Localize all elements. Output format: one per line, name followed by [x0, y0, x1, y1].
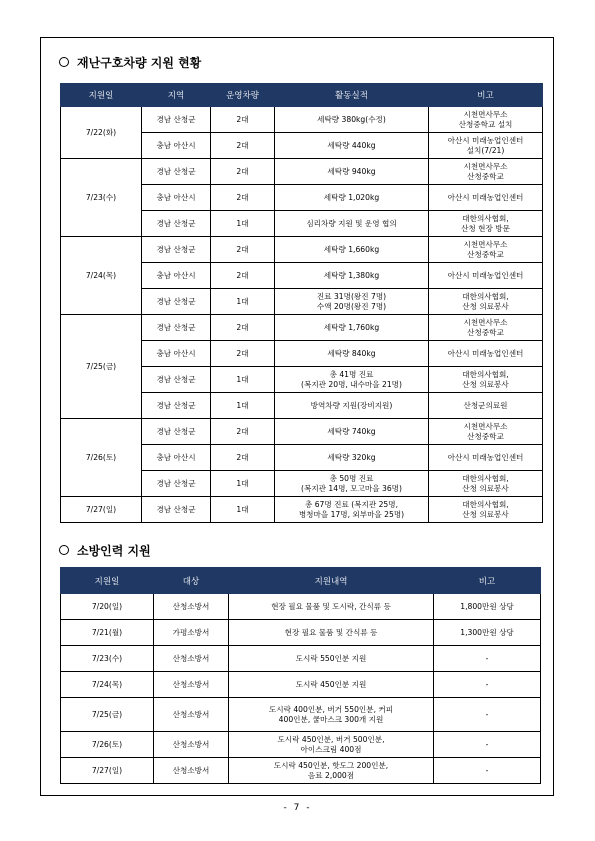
- table-row: [61, 646, 541, 672]
- activity-cell-line: 병청마을 17명, 외부마을 25명): [298, 509, 405, 519]
- date-cell: 7/24(목): [61, 237, 142, 315]
- note-cell-line: 산청중학교: [467, 327, 504, 337]
- note-cell-line: 아산시 미래농업인센터: [447, 135, 524, 145]
- activity-cell: [275, 419, 429, 445]
- note-cell-line: 아산시 미래농업인센터: [447, 192, 524, 202]
- note-cell: [429, 211, 543, 237]
- col-header: 활동실적: [275, 84, 429, 107]
- note-cell: [429, 471, 543, 497]
- region-cell: 경남 산청군: [142, 237, 211, 263]
- region-cell: 경남 산청군: [142, 289, 211, 315]
- col-header: 비고: [429, 84, 543, 107]
- col-header: 지원내역: [229, 568, 434, 594]
- details-cell-line: 현장 필요 물품 및 도시락, 간식류 등: [271, 601, 391, 611]
- details-cell: [229, 732, 434, 758]
- activity-cell-line: 세탁량 380kg(수정): [317, 114, 386, 124]
- target-cell: 산청소방서: [154, 646, 229, 672]
- activity-cell-line: 세탁량 440kg: [327, 140, 376, 150]
- note-cell: [429, 237, 543, 263]
- activity-cell-line: 방역차량 지원(장비지원): [310, 400, 393, 410]
- table-row: [61, 732, 541, 758]
- note-cell: -: [434, 646, 541, 672]
- note-cell: [429, 263, 543, 289]
- note-cell-line: 아산시 미래농업인센터: [447, 270, 524, 280]
- firefighter-support-table: [60, 567, 541, 784]
- region-cell: 경남 산청군: [142, 393, 211, 419]
- details-cell-line: 음료 2,000점: [307, 770, 355, 780]
- table-header-row: [61, 84, 543, 107]
- date-cell: 7/24(목): [61, 672, 154, 698]
- activity-cell-line: 총 41명 진료: [329, 369, 374, 379]
- details-cell: [229, 672, 434, 698]
- region-cell: 충남 아산시: [142, 133, 211, 159]
- date-cell: 7/22(화): [61, 107, 142, 159]
- col-header: 지원일: [61, 568, 154, 594]
- note-cell-line: 대한의사협회,: [462, 213, 509, 223]
- details-cell: [229, 698, 434, 732]
- activity-cell-line: 총 50명 진료: [329, 473, 374, 483]
- details-cell: [229, 758, 434, 784]
- note-cell: -: [434, 698, 541, 732]
- vehicles-cell: 1대: [211, 289, 275, 315]
- note-cell: [429, 185, 543, 211]
- vehicle-support-table: [60, 83, 543, 523]
- activity-cell-line: (복지관 14명, 모고마을 36명): [301, 483, 402, 493]
- vehicles-cell: 1대: [211, 211, 275, 237]
- table-row: [61, 758, 541, 784]
- note-cell: [429, 419, 543, 445]
- table-row: [61, 672, 541, 698]
- note-cell: [429, 445, 543, 471]
- note-cell: [429, 367, 543, 393]
- vehicles-cell: 2대: [211, 315, 275, 341]
- note-cell-line: 설치(7/21): [466, 145, 505, 155]
- table-row: [61, 315, 543, 341]
- note-cell: -: [434, 672, 541, 698]
- date-cell: 7/21(월): [61, 620, 154, 646]
- table-row: [61, 497, 543, 523]
- activity-cell: [275, 471, 429, 497]
- activity-cell-line: (복지관 20명, 내수마을 21명): [301, 379, 402, 389]
- vehicles-cell: 1대: [211, 497, 275, 523]
- note-cell: [429, 497, 543, 523]
- note-cell: [429, 107, 543, 133]
- note-cell: -: [434, 732, 541, 758]
- activity-cell-line: 세탁량 320kg: [327, 452, 376, 462]
- table-row: [61, 698, 541, 732]
- note-cell-line: 시천면사무소: [463, 109, 508, 119]
- col-header: 지역: [142, 84, 211, 107]
- col-header: 대상: [154, 568, 229, 594]
- note-cell: [429, 289, 543, 315]
- note-cell: -: [434, 758, 541, 784]
- date-cell: 7/20(일): [61, 594, 154, 620]
- date-cell: 7/27(일): [61, 758, 154, 784]
- region-cell: 경남 산청군: [142, 315, 211, 341]
- note-cell-line: 대한의사협회,: [462, 291, 509, 301]
- activity-cell: [275, 159, 429, 185]
- target-cell: 산청소방서: [154, 758, 229, 784]
- section-heading-firefighters: [59, 542, 151, 559]
- target-cell: 산청소방서: [154, 698, 229, 732]
- vehicles-cell: 2대: [211, 107, 275, 133]
- activity-cell: [275, 185, 429, 211]
- note-cell: 1,800만원 상당: [434, 594, 541, 620]
- vehicles-cell: 2대: [211, 185, 275, 211]
- activity-cell-line: 세탁량 1,660kg: [323, 244, 380, 254]
- activity-cell-line: 세탁량 1,380kg: [323, 270, 380, 280]
- details-cell: [229, 620, 434, 646]
- note-cell-line: 산청중학교: [467, 249, 504, 259]
- details-cell-line: 도시락 450인분, 핫도그 200인분,: [273, 760, 389, 770]
- note-cell-line: 대한의사협회,: [462, 473, 509, 483]
- section-title: 소방인력 지원: [77, 544, 151, 558]
- date-cell: 7/27(일): [61, 497, 142, 523]
- activity-cell-line: 세탁량 1,020kg: [323, 192, 380, 202]
- details-cell-line: 도시락 450인분 지원: [295, 679, 367, 689]
- vehicles-cell: 1대: [211, 367, 275, 393]
- activity-cell-line: 총 67명 진료 (복지관 25명,: [304, 499, 399, 509]
- note-cell-line: 아산시 미래농업인센터: [447, 348, 524, 358]
- activity-cell-line: 진료 31명(왕진 7명): [316, 291, 387, 301]
- region-cell: 경남 산청군: [142, 497, 211, 523]
- note-cell-line: 산청중학교: [467, 431, 504, 441]
- region-cell: 경남 산청군: [142, 471, 211, 497]
- vehicles-cell: 2대: [211, 263, 275, 289]
- region-cell: 충남 아산시: [142, 185, 211, 211]
- circle-bullet-icon: [59, 545, 69, 555]
- vehicles-cell: 2대: [211, 341, 275, 367]
- activity-cell: [275, 107, 429, 133]
- target-cell: 산청소방서: [154, 732, 229, 758]
- details-cell: [229, 646, 434, 672]
- region-cell: 경남 산청군: [142, 367, 211, 393]
- activity-cell-line: 세탁량 740kg: [327, 426, 376, 436]
- note-cell-line: 산청 의료봉사: [462, 509, 509, 519]
- note-cell: [429, 159, 543, 185]
- col-header: 비고: [434, 568, 541, 594]
- target-cell: 가평소방서: [154, 620, 229, 646]
- table-row: [61, 419, 543, 445]
- region-cell: 경남 산청군: [142, 159, 211, 185]
- region-cell: 경남 산청군: [142, 211, 211, 237]
- vehicles-cell: 2대: [211, 133, 275, 159]
- note-cell-line: 산청 현장 방문: [461, 223, 510, 233]
- activity-cell: [275, 263, 429, 289]
- vehicles-cell: 1대: [211, 393, 275, 419]
- table-header-row: [61, 568, 541, 594]
- region-cell: 경남 산청군: [142, 107, 211, 133]
- activity-cell-line: 심리차량 지원 및 운영 협의: [306, 218, 397, 228]
- note-cell-line: 시천면사무소: [463, 161, 508, 171]
- vehicles-cell: 2대: [211, 445, 275, 471]
- activity-cell: [275, 211, 429, 237]
- details-cell-line: 도시락 550인분 지원: [295, 653, 367, 663]
- activity-cell-line: 수액 20명(왕진 7명): [316, 301, 387, 311]
- region-cell: 경남 산청군: [142, 419, 211, 445]
- details-cell-line: 아이스크림 400점: [300, 744, 362, 754]
- activity-cell-line: 세탁량 1,760kg: [323, 322, 380, 332]
- note-cell-line: 산청 의료봉사: [462, 483, 509, 493]
- details-cell-line: 도시락 400인분, 버거 550인분, 커피: [268, 704, 394, 714]
- vehicles-cell: 2대: [211, 419, 275, 445]
- note-cell-line: 대한의사협회,: [462, 369, 509, 379]
- vehicles-cell: 1대: [211, 471, 275, 497]
- note-cell-line: 대한의사협회,: [462, 499, 509, 509]
- activity-cell-line: 세탁량 940kg: [327, 166, 376, 176]
- note-cell: [429, 315, 543, 341]
- table-row: [61, 620, 541, 646]
- activity-cell: [275, 133, 429, 159]
- note-cell-line: 시천면사무소: [463, 421, 508, 431]
- vehicles-cell: 2대: [211, 159, 275, 185]
- date-cell: 7/26(토): [61, 732, 154, 758]
- note-cell-line: 시천면사무소: [463, 317, 508, 327]
- col-header: 운영차량: [211, 84, 275, 107]
- note-cell: [429, 341, 543, 367]
- date-cell: 7/26(토): [61, 419, 142, 497]
- date-cell: 7/25(금): [61, 698, 154, 732]
- activity-cell: [275, 445, 429, 471]
- note-cell-line: 산청중학교 설치: [458, 119, 513, 129]
- note-cell-line: 산청군의료원: [463, 400, 508, 410]
- section-heading-vehicles: [59, 54, 201, 71]
- date-cell: 7/23(수): [61, 646, 154, 672]
- target-cell: 산청소방서: [154, 594, 229, 620]
- activity-cell: [275, 393, 429, 419]
- target-cell: 산청소방서: [154, 672, 229, 698]
- date-cell: 7/25(금): [61, 315, 142, 419]
- region-cell: 충남 아산시: [142, 263, 211, 289]
- region-cell: 충남 아산시: [142, 445, 211, 471]
- circle-bullet-icon: [59, 57, 69, 67]
- note-cell-line: 산청 의료봉사: [462, 301, 509, 311]
- activity-cell: [275, 237, 429, 263]
- section-title: 재난구호차량 지원 현황: [77, 56, 202, 70]
- activity-cell: [275, 289, 429, 315]
- date-cell: 7/23(수): [61, 159, 142, 237]
- details-cell-line: 400인분, 쿨마스크 300개 지원: [278, 714, 384, 724]
- note-cell: [429, 393, 543, 419]
- vehicles-cell: 2대: [211, 237, 275, 263]
- note-cell: [429, 133, 543, 159]
- note-cell: 1,300만원 상당: [434, 620, 541, 646]
- col-header: 지원일: [61, 84, 142, 107]
- details-cell: [229, 594, 434, 620]
- table-row: [61, 159, 543, 185]
- activity-cell: [275, 315, 429, 341]
- note-cell-line: 산청 의료봉사: [462, 379, 509, 389]
- activity-cell: [275, 497, 429, 523]
- details-cell-line: 도시락 450인분, 버거 500인분,: [277, 734, 385, 744]
- region-cell: 충남 아산시: [142, 341, 211, 367]
- table-row: [61, 107, 543, 133]
- note-cell-line: 아산시 미래농업인센터: [447, 452, 524, 462]
- activity-cell-line: 세탁량 840kg: [327, 348, 376, 358]
- note-cell-line: 시천면사무소: [463, 239, 508, 249]
- activity-cell: [275, 341, 429, 367]
- activity-cell: [275, 367, 429, 393]
- details-cell-line: 현장 필요 물품 및 간식류 등: [284, 627, 378, 637]
- page-number: - 7 -: [283, 803, 312, 813]
- note-cell-line: 산청중학교: [467, 171, 504, 181]
- table-row: [61, 237, 543, 263]
- table-row: [61, 594, 541, 620]
